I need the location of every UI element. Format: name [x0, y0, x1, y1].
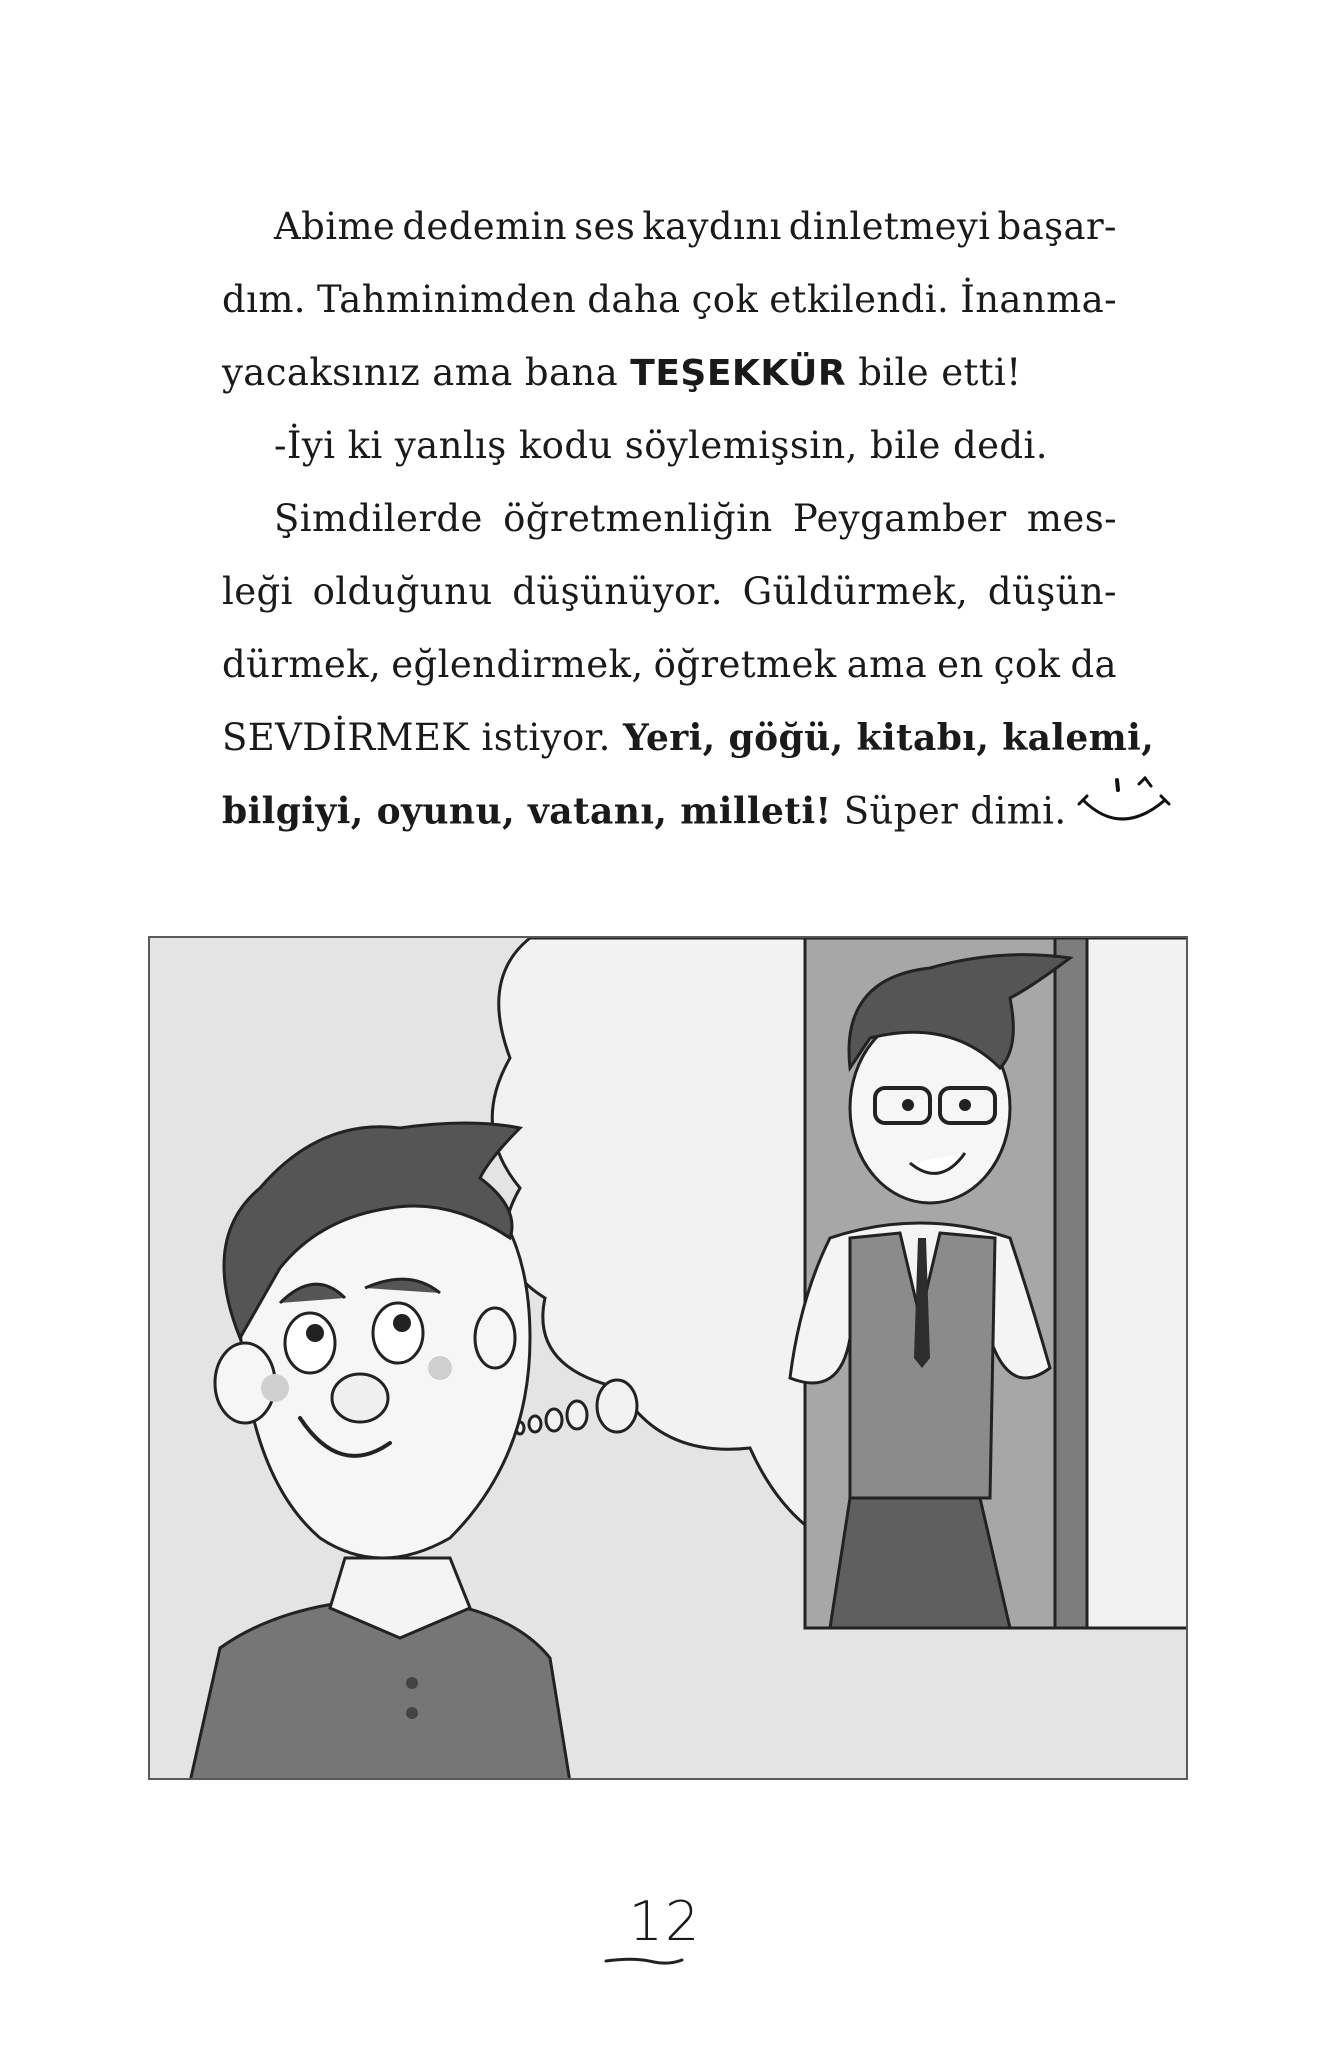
word: dürmek,	[222, 643, 382, 686]
illustration-canvas	[150, 938, 1188, 1780]
word: dedemin	[402, 205, 568, 248]
emphasis-list: bilgiyi, oyunu, vatanı, milleti!	[222, 790, 832, 833]
paragraph-3-line-3	[222, 628, 1117, 701]
word: Peygamber	[792, 497, 1007, 540]
emphasis-tesekkur: TEŞEKKÜR	[630, 353, 847, 394]
word: çok	[993, 643, 1061, 686]
paragraph-1-line-1	[222, 190, 1117, 263]
story-illustration	[148, 936, 1188, 1780]
word: öğretmenliğin	[503, 497, 773, 540]
word: başar-	[997, 205, 1117, 248]
word: kaydını	[642, 205, 782, 248]
teacher-character-icon	[790, 938, 1087, 1628]
word: ses	[574, 205, 636, 248]
word: Tahminimden	[317, 278, 577, 321]
word: da	[1070, 643, 1117, 686]
text-run: yacaksınız ama bana	[222, 351, 631, 394]
word: düşünüyor.	[512, 570, 723, 613]
paragraph-1-line-2	[222, 263, 1117, 336]
page-number-underline	[604, 1952, 684, 1971]
smiley-doodle-icon	[1077, 774, 1173, 854]
word: düşün-	[987, 570, 1117, 613]
word: öğretmek	[653, 643, 837, 686]
paragraph-1-line-3	[222, 336, 1117, 409]
story-text	[222, 190, 1155, 847]
word: daha	[587, 278, 681, 321]
text-run: bile etti!	[846, 351, 1022, 394]
paragraph-3-line-4	[222, 701, 1155, 774]
text-run: Süper dimi.	[831, 789, 1067, 833]
paragraph-3-line-5	[222, 774, 1117, 847]
word: etkilendi.	[769, 278, 950, 321]
paragraph-3-line-1	[222, 482, 1117, 555]
word: dım.	[222, 278, 306, 321]
word: Abime	[274, 205, 396, 248]
word: eğlendirmek,	[391, 643, 644, 686]
word: olduğunu	[312, 570, 493, 613]
emphasis-list: Yeri, göğü, kitabı, kalemi,	[622, 717, 1155, 759]
word: leği	[222, 570, 293, 613]
word: en	[937, 643, 984, 686]
word: Güldürmek,	[742, 570, 969, 613]
word: dinletmeyi	[788, 205, 991, 248]
word: İnanma-	[960, 278, 1117, 321]
word: çok	[691, 278, 759, 321]
paragraph-3-line-2	[222, 555, 1117, 628]
text-run: SEVDİRMEK istiyor.	[222, 716, 623, 759]
page-number: 12	[628, 1890, 702, 1953]
text-run: -İyi ki yanlış kodu söylemişsin, bile dedi.	[274, 424, 1048, 467]
word: mes-	[1026, 497, 1117, 540]
word: ama	[846, 643, 928, 686]
paragraph-2-line-1	[222, 409, 1117, 482]
word: Şimdilerde	[274, 497, 483, 540]
